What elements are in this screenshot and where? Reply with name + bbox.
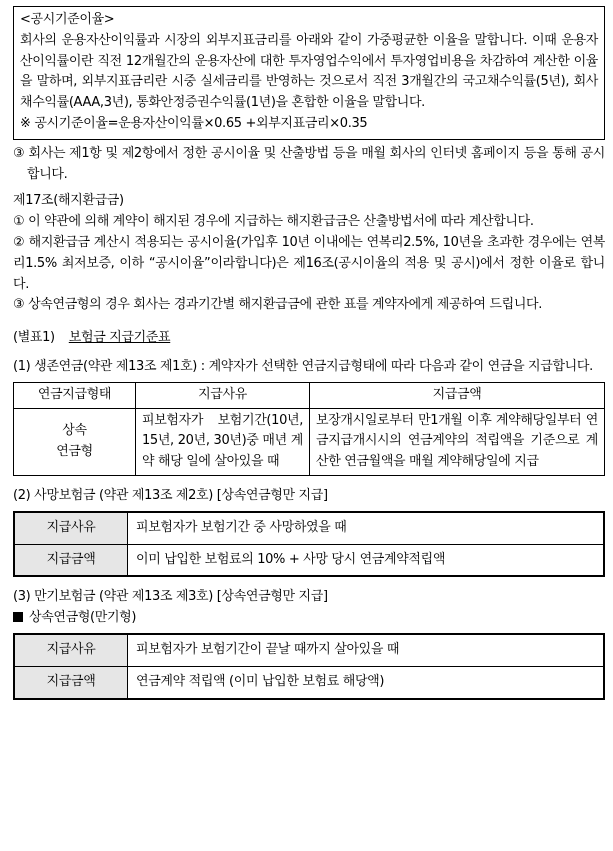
row-value: 피보험자가 보험기간 중 사망하였을 때 — [128, 512, 605, 544]
table-row — [14, 544, 604, 576]
row-key: 지급금액 — [14, 666, 128, 698]
annuity-table — [13, 382, 605, 476]
notice-body: 회사의 운용자산이익률과 시장의 외부지표금리를 아래와 같이 가중평균한 이율을 말합니다. 이때 운용자산이익률이란 직전 12개월간의 운용자산에 대한 투자영업수익에서 투자영업비용을 차감하여 계산한 이율을 말하며, 외부지표금리란 시중 실세금리를 반영하는 것으로서 직전 3개월간의 국고채수익률(5년), 회사채수익률(AAA,3년), 통화안정증권수익률(1년)을 혼합한 이율을 말합니다. — [20, 32, 598, 111]
table-row — [14, 666, 604, 698]
appendix-heading — [13, 328, 605, 349]
article-17-item-3: ③ 상속연금형의 경우 회사는 경과기간별 해지환급금에 관한 표를 계약자에게 제공하여 드립니다. — [13, 297, 543, 313]
black-square-bullet-icon — [13, 612, 23, 622]
article-17-item-2: ② 해지환급금 계산시 적용되는 공시이율(가입후 10년 이내에는 연복리2.5%, 10년을 초과한 경우에는 연복리1.5% 최저보증, 이하 “공시이율”이라합니다)은 제16조(공시이율의 적용 및 공시)에서 정한 이율로 합니다. — [13, 234, 605, 292]
table-header: 연금지급형태 — [14, 382, 136, 408]
appendix-label: (별표1) — [13, 330, 55, 346]
table-header-row — [14, 382, 605, 408]
maturity-benefit-table — [13, 633, 605, 700]
notice-box — [13, 6, 605, 140]
appendix-title: 보험금 지급기준표 — [68, 330, 171, 346]
section-1-heading: (1) 생존연금(약관 제13조 제1호) : 계약자가 선택한 연금지급형태에 따라 다음과 같이 연금을 지급합니다. — [13, 358, 593, 374]
row-key: 지급금액 — [14, 544, 128, 576]
payment-reason-cell: 피보험자가 보험기간(10년, 15년, 20년, 30년)중 매년 계약 해당 일에 살아있을 때 — [136, 408, 310, 475]
payment-amount-cell: 보장개시일로부터 만1개월 이후 계약해당일부터 연금지급개시시의 연금계약의 적립액을 기준으로 계산한 연금월액을 매월 계약해당일에 지급 — [310, 408, 605, 475]
article-17-heading: 제17조(해지환급금) — [13, 193, 124, 209]
article-17-item-1: ① 이 약관에 의해 계약이 해지된 경우에 지급하는 해지환급금은 산출방법서에 따라 계산합니다. — [13, 214, 534, 230]
paragraph-3: ③ 회사는 제1항 및 제2항에서 정한 공시이율 및 산출방법 등을 매월 회사의 인터넷 홈페이지 등을 통해 공시합니다. — [13, 145, 605, 182]
row-key: 지급사유 — [14, 634, 128, 666]
table-header: 지급금액 — [310, 382, 605, 408]
table-row — [14, 634, 604, 666]
section-3-subheading — [13, 608, 605, 629]
section-2-heading: (2) 사망보험금 (약관 제13조 제2호) [상속연금형만 지급] — [13, 487, 328, 503]
row-value: 연금계약 적립액 (이미 납입한 보험료 해당액) — [128, 666, 605, 698]
subheading-text: 상속연금형(만기형) — [29, 610, 137, 626]
row-key: 지급사유 — [14, 512, 128, 544]
death-benefit-table — [13, 511, 605, 578]
table-row — [14, 408, 605, 475]
document-page — [13, 6, 605, 700]
table-row — [14, 512, 604, 544]
notice-title: <공시기준이율> — [20, 12, 115, 27]
notice-formula: ※ 공시기준이율=운용자산이익률×0.65 +외부지표금리×0.35 — [20, 115, 368, 131]
section-3-heading: (3) 만기보험금 (약관 제13조 제3호) [상속연금형만 지급] — [13, 589, 328, 605]
table-header: 지급사유 — [136, 382, 310, 408]
row-value: 이미 납입한 보험료의 10% + 사망 당시 연금계약적립액 — [128, 544, 605, 576]
annuity-type-cell: 상속 연금형 — [14, 408, 136, 475]
row-value: 피보험자가 보험기간이 끝날 때까지 살아있을 때 — [128, 634, 605, 666]
